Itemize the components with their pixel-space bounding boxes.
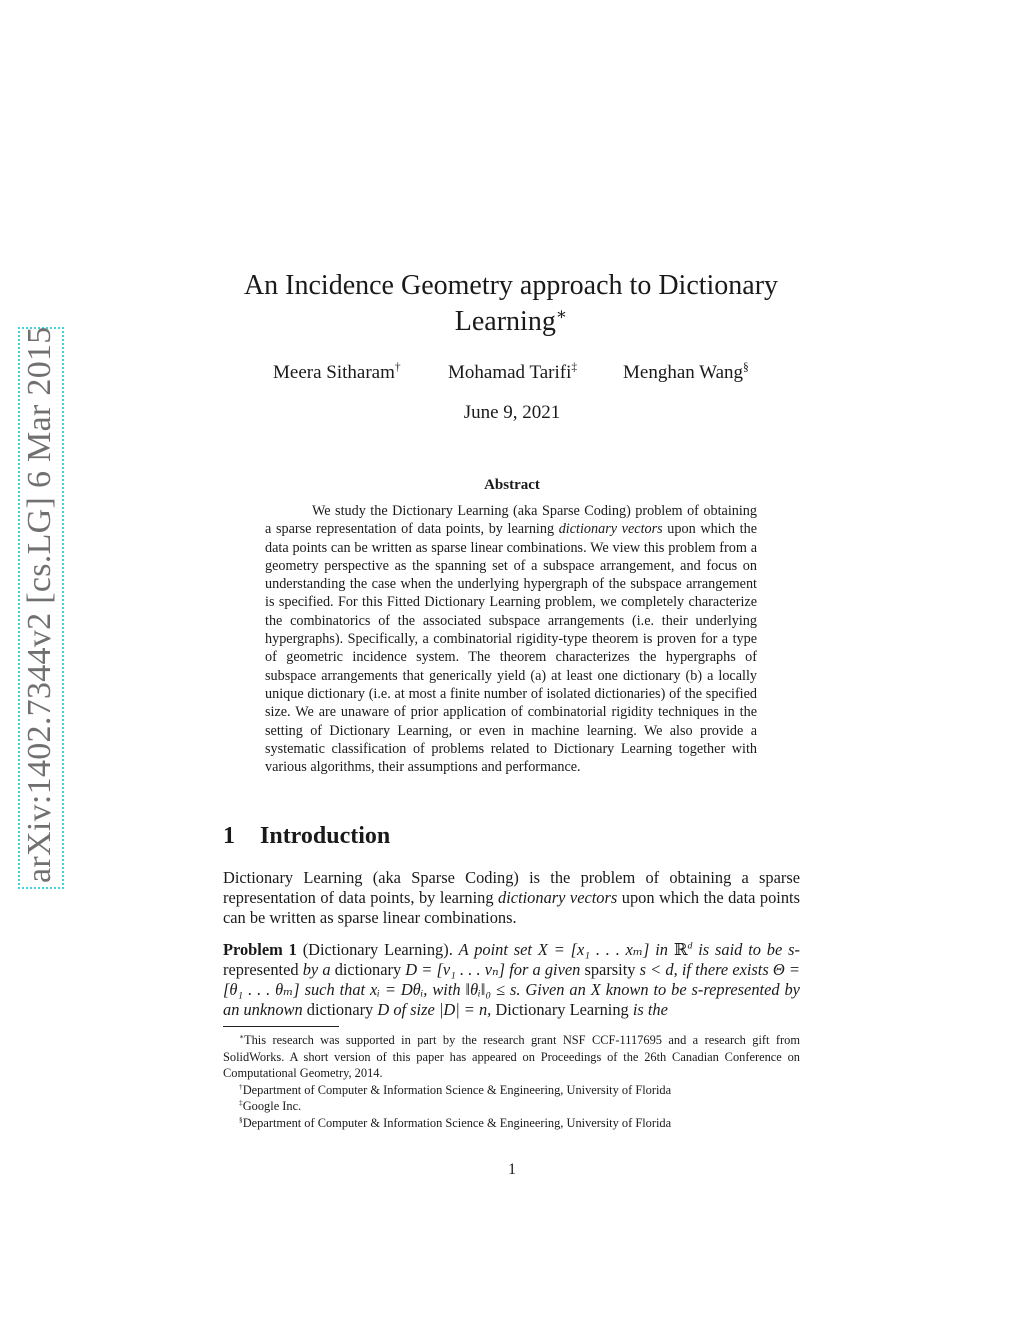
problem-text: Given an [525,980,586,999]
footnote [223,1098,800,1115]
problem-statement [223,940,800,1020]
footnote [223,1082,800,1099]
problem-term: sparsity [584,960,636,979]
problem-text: if there exists [681,960,769,979]
footnote-mark: † [239,1081,243,1091]
abstract-text-2: upon which the data points can be written as sparse linear combinations. We view this problem from a geometry perspective as the spanning set of a subspace arrangement, and focus on understanding the case when the underlying hypergraph of the subspace arrangement is specified. For this Fitted Dictionary Learning problem, we completely characterize the combinatorics of the associated subspace arrangements (i.e. their underlying hypergraphs). Specifically, a combinatorial rigidity-type theorem is proven for a type of geometric incidence system. The theorem characterizes the hypergraphs of subspace arrangements that generically yield (a) at least one dictionary (b) a locally unique dictionary (i.e. at most a finite number of isolated dictionaries) of the specified size. We are unaware of prior application of combinatorial rigidity techniques in the setting of Dictionary Learning, or even in machine learning. We also provide a systematic classification of problems related to Dictionary Learning together with various algorithms, their assumptions and performance. [265,521,757,776]
paper-title [200,268,822,340]
arxiv-stamp-text: arXiv:1402.7344v2 [cs.LG] 6 Mar 2015 [21,326,58,883]
problem-text: such that [304,980,366,999]
author-mark: † [394,361,401,374]
title-line-2: Learning [454,306,556,337]
author-1 [273,362,401,384]
problem-math: X [590,980,601,999]
title-footnote-mark: ∗ [555,304,568,324]
footnote-mark: § [239,1114,243,1124]
abstract-body [265,502,757,776]
footnote-mark: ∗ [239,1031,245,1041]
problem-text: is said to be [698,940,783,959]
problem-text: is the [632,1000,668,1019]
problem-name: (Dictionary Learning). [302,940,453,959]
problem-term: Dictionary Learning [495,1000,629,1019]
footnote-text: Department of Computer & Information Science & Engineering, University of Florida [242,1082,672,1097]
page-number: 1 [508,1161,516,1178]
intro-text-1: Dictionary Learning (aka Sparse Coding) is the problem of obtaining a sparse representation of data points, by learning [223,868,800,907]
section-heading [223,823,390,850]
problem-text: with [432,980,461,999]
problem-math: ℝ [673,940,688,959]
problem-term: dictionary [306,1000,374,1019]
author-3 [623,362,749,384]
abstract-text-1: We study the Dictionary Learning (aka Sparse Coding) problem of obtaining a sparse representation of data points, by learning [265,503,757,538]
problem-text: -represented [223,940,800,979]
title-line-1: An Incidence Geometry approach to Dictionary [243,270,779,301]
footnotes [223,1032,800,1131]
problem-math: d [687,940,693,952]
author-name: Meera Sitharam [273,362,395,383]
problem-math: D = [v₁ . . . vₙ] [405,960,506,979]
problem-term: dictionary [334,960,402,979]
problem-math: ‖θᵢ‖₀ ≤ s. [465,980,521,999]
problem-math: X = [x₁ . . . xₘ] [537,940,650,959]
problem-text: for a given [509,960,581,979]
author-name: Menghan Wang [623,362,744,383]
footnote-mark: ‡ [239,1097,243,1107]
problem-text: A point set [458,940,532,959]
footnote [223,1115,800,1132]
abstract-heading: Abstract [484,477,540,493]
problem-math: Θ = [θ₁ . . . θₘ] [223,960,800,999]
footnote-rule [223,1026,339,1027]
intro-text-2: upon which the data points can be written as sparse linear combinations. [223,888,800,927]
problem-text: by a [302,960,331,979]
section-number: 1 [223,823,235,849]
problem-math: s [788,940,795,959]
footnote [223,1032,800,1082]
intro-paragraph [223,868,800,928]
problem-text: of size [393,1000,435,1019]
author-mark: ‡ [571,361,578,374]
problem-math: s < d, [639,960,678,979]
intro-emphasis: dictionary vectors [498,888,618,907]
footnote-text: Google Inc. [242,1099,302,1113]
problem-text: in [655,940,668,959]
footnote-text: Department of Computer & Information Science & Engineering, University of Florida [242,1115,672,1130]
footnote-text: This research was supported in part by the research grant NSF CCF-1117695 and a research gift from SolidWorks. A short version of this paper has appeared on Proceedings of the 26th Canadian Conference on Computational Geometry, 2014. [223,1033,800,1080]
problem-math: xᵢ = Dθᵢ, [370,980,428,999]
section-title: Introduction [260,823,391,849]
paper-date: June 9, 2021 [463,402,561,423]
author-name: Mohamad Tarifi [448,362,572,383]
abstract-emphasis: dictionary vectors [558,521,663,538]
problem-text: known to be s-represented by an unknown [223,980,800,1019]
problem-math: |D| = n, [438,1000,492,1019]
problem-math: D [377,1000,390,1019]
author-2 [448,362,577,384]
problem-label: Problem 1 [223,940,297,959]
author-mark: § [743,361,749,374]
